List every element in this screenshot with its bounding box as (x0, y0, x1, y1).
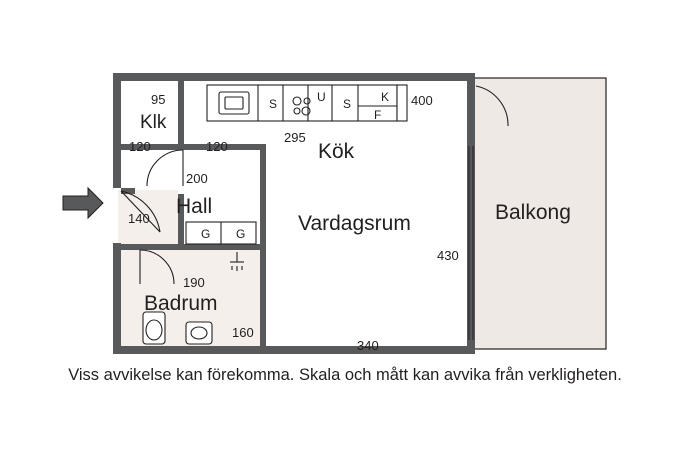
room-label-balkong: Balkong (495, 201, 571, 224)
dimension-label: 400 (411, 93, 433, 108)
entrance-arrow (63, 188, 103, 218)
dimension-label: 95 (151, 92, 166, 107)
toilet-icon (143, 312, 165, 344)
room-label-kok: Kök (318, 140, 355, 163)
fixture-label-g2: G (236, 227, 246, 241)
fixture-label-s1: S (269, 97, 278, 111)
dimension-label: 140 (128, 211, 150, 226)
dimension-label: 160 (232, 325, 254, 340)
dimension-label: 430 (437, 248, 459, 263)
fixture-label-u: U (317, 90, 326, 104)
dimension-label: 295 (284, 130, 306, 145)
fixture-label-k: K (381, 90, 390, 104)
room-label-vardagsrum: Vardagsrum (298, 212, 411, 235)
hall-wardrobes (186, 222, 256, 244)
disclaimer-caption: Viss avvikelse kan förekomma. Skala och mått kan avvika från verkligheten. (68, 366, 622, 384)
fixture-label-f: F (374, 108, 382, 122)
klk-door (147, 150, 183, 186)
room-label-klk: Klk (140, 112, 167, 133)
fixture-label-g1: G (201, 227, 211, 241)
room-label-badrum: Badrum (144, 292, 218, 315)
dimension-label: 340 (357, 338, 379, 353)
dimension-label: 200 (186, 171, 208, 186)
dimension-label: 120 (129, 139, 151, 154)
sink-bathroom-icon (186, 322, 212, 344)
room-label-hall: Hall (176, 195, 213, 218)
dimension-label: 190 (183, 275, 205, 290)
fixture-label-s2: S (343, 97, 352, 111)
dimension-label: 120 (206, 139, 228, 154)
